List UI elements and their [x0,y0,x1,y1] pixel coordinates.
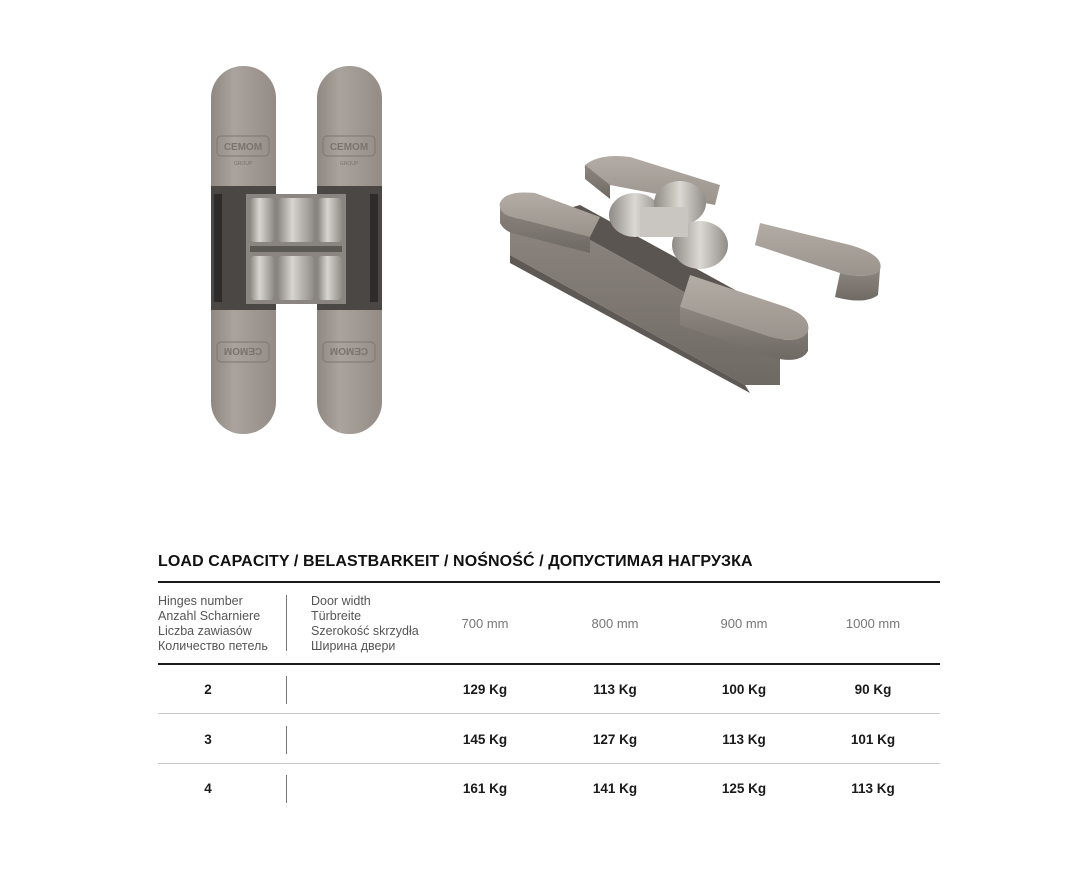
table-cell: 161 Kg [462,781,508,796]
width-700: 700 mm [461,616,509,631]
table-cell: 100 Kg [721,682,767,697]
svg-text:GROUP: GROUP [233,161,253,167]
row-divider [286,676,287,704]
svg-text:CEMOM: CEMOM [329,345,369,356]
row-divider [286,775,287,803]
row-rule [158,713,940,714]
hinges-header-pl: Liczba zawiasów [158,624,252,638]
width-900: 900 mm [720,616,768,631]
table-cell: 127 Kg [592,732,638,747]
header-bottom-rule [158,663,940,665]
width-1000: 1000 mm [845,616,901,631]
svg-text:CEMOM: CEMOM [223,345,263,356]
table-cell: 113 Kg [851,781,895,796]
width-header-ru: Ширина двери [311,639,396,653]
table-top-rule [158,581,940,583]
hinges-count-4: 4 [204,781,212,796]
load-capacity-title: LOAD CAPACITY / BELASTBARKEIT / NOŚNOŚĆ / ДОПУСТИМАЯ НАГРУЗКА [158,553,753,570]
hinges-header-ru: Количество петель [158,639,268,653]
width-800: 800 mm [591,616,639,631]
svg-text:CEMOM: CEMOM [329,142,369,153]
header-divider [286,595,287,651]
table-cell: 101 Kg [850,732,896,747]
table-cell: 113 Kg [722,732,766,747]
row-divider [286,726,287,754]
svg-text:GROUP: GROUP [339,161,359,167]
width-header-de: Türbreite [311,609,362,623]
hinges-header-en: Hinges number [158,594,243,608]
svg-text:CEMOM: CEMOM [223,142,263,153]
table-cell: 141 Kg [592,781,638,796]
hinges-count-3: 3 [204,732,212,747]
table-cell: 129 Kg [462,682,508,697]
table-cell: 113 Kg [593,682,637,697]
hinges-count-2: 2 [204,682,212,697]
table-cell: 90 Kg [854,682,892,697]
door-width-header [311,594,419,654]
hinge-isometric-view-image [490,145,900,405]
hinges-header-de: Anzahl Scharniere [158,609,261,623]
hinge-front-view-image [200,60,390,440]
table-cell: 125 Kg [721,781,767,796]
width-header-pl: Szerokość skrzydła [311,624,419,638]
table-cell: 145 Kg [462,732,508,747]
row-rule [158,763,940,764]
hinges-number-header [158,594,268,654]
width-header-en: Door width [311,594,371,608]
